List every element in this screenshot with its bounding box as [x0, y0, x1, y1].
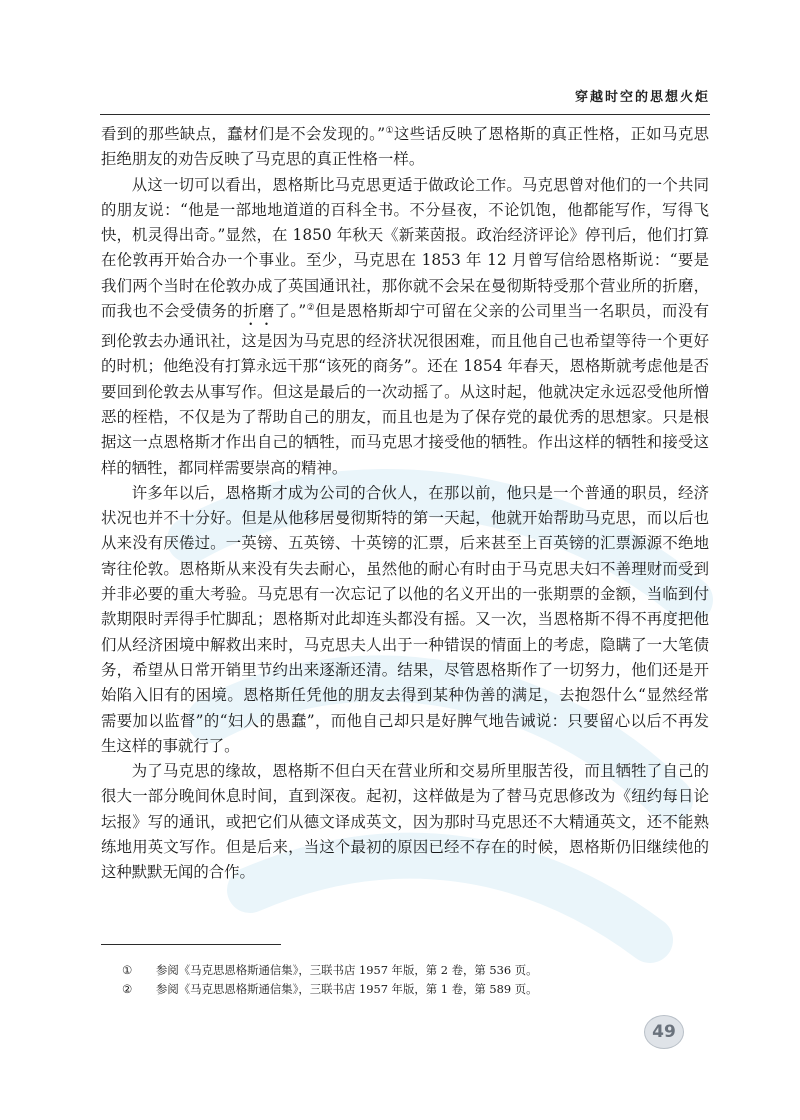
- paragraph-1-text-b: 这些话反映了恩格斯的真正性格，正如马克思拒绝朋友的劝告反映了马克思的真正性格一样。: [101, 125, 709, 169]
- footnote-1-mark: ①: [122, 963, 133, 977]
- footnote-ref-1[interactable]: ①: [385, 125, 394, 136]
- paragraph-4: 为了马克思的缘故，恩格斯不但白天在营业所和交易所里服苦役，而且牺牲了自己的很大一部分晚间休息时间，直到深夜。起初，这样做是为了替马克思修改为《纽约每日论坛报》写的通讯，或把它们从德文译成英文，因为那时马克思还不大精通英文，还不能熟练地用英文写作。但是后来，当这个最初的原因已经不存在的时候，恩格斯仍旧继续他的这种默默无闻的合作。: [101, 762, 709, 882]
- paragraph-2: [101, 173, 709, 481]
- paragraph-1-text-a: 看到的那些缺点，蠢材们是不会发现的。”: [101, 125, 386, 143]
- footnote-divider: [101, 944, 281, 945]
- footnote-2-text: 参阅《马克思恩格斯通信集》，三联书店 1957 年版，第 1 卷，第 589 页。: [156, 982, 538, 996]
- footnote-ref-2[interactable]: ②: [306, 302, 316, 313]
- emphasized-word: 折磨: [242, 302, 275, 321]
- paragraph-2-text-c: 但是恩格斯却宁可留在父亲的公司里当一名职员，而没有到伦敦去办通讯社，这是因为马克思的经济状况很困难，而且他自己也希望等待一个更好的时机；他绝没有打算永远干那“该死的商务”。还在 1854 年春天，恩格斯就考虑他是否要回到伦敦去从事写作。但这是最后的一次动摇了。从这时起，他就决定永远忍受他所憎恶的桎梏，不仅是为了帮助自己的朋友，而且也是为了保存党的最优秀的思想家。只是根据这一点恩格斯才作出自己的牺牲，而马克思才接受他的牺牲。作出这样的牺牲和接受这样的牺牲，都同样需要崇高的精神。: [101, 302, 709, 477]
- body-text: [101, 122, 709, 886]
- footnote-2-mark: ②: [122, 982, 133, 996]
- footnote-1-text: 参阅《马克思恩格斯通信集》，三联书店 1957 年版，第 2 卷，第 536 页。: [156, 963, 538, 977]
- footnote-1: [122, 961, 712, 980]
- footnotes: [122, 961, 712, 999]
- paragraph-3: 许多年以后，恩格斯才成为公司的合伙人，在那以前，他只是一个普通的职员，经济状况也并不十分好。但是从他移居曼彻斯特的第一天起，他就开始帮助马克思，而以后也从来没有厌倦过。一英镑、五英镑、十英镑的汇票，后来甚至上百英镑的汇票源源不绝地寄往伦敦。恩格斯从来没有失去耐心，虽然他的耐心有时由于马克思夫妇不善理财而受到并非必要的重大考验。马克思有一次忘记了以他的名义开出的一张期票的金额，当临到付款期限时弄得手忙脚乱；恩格斯对此却连头都没有摇。又一次，当恩格斯不得不再度把他们从经济困境中解救出来时，马克思夫人出于一种错误的情面上的考虑，隐瞒了一大笔债务，希望从日常开销里节约出来逐渐还清。结果，尽管恩格斯作了一切努力，他们还是开始陷入旧有的困境。恩格斯任凭他的朋友去得到某种伪善的满足，去抱怨什么“显然经常需要加以监督”的“妇人的愚蠢”，而他自己却只是好脾气地告诫说：只要留心以后不再发生这样的事就行了。: [101, 483, 709, 755]
- running-header: [100, 86, 710, 115]
- paragraph-1: [101, 122, 709, 173]
- paragraph-2-text-b: 了。”: [274, 302, 307, 321]
- page-number-badge: [644, 1015, 684, 1049]
- paragraph-2-text-a: 从这一切可以看出，恩格斯比马克思更适于做政论工作。马克思曾对他们的一个共同的朋友说：“他是一部地地道道的百科全书。不分昼夜，不论饥饱，他都能写作，写得飞快，机灵得出奇。”显然，在 1850 年秋天《新莱茵报。政治经济评论》停刊后，他们打算在伦敦再开始合办一个事业。至少，马克思在 1853 年 12 月曾写信给恩格斯说：“要是我们两个当时在伦敦办成了英国通讯社，那你就不会呆在曼彻斯特受那个营业所的折磨，而我也不会受债务的: [101, 175, 709, 321]
- page-number: 49: [652, 1022, 676, 1042]
- footnote-2: [122, 980, 712, 999]
- running-title: 穿越时空的思想火炬: [574, 90, 710, 105]
